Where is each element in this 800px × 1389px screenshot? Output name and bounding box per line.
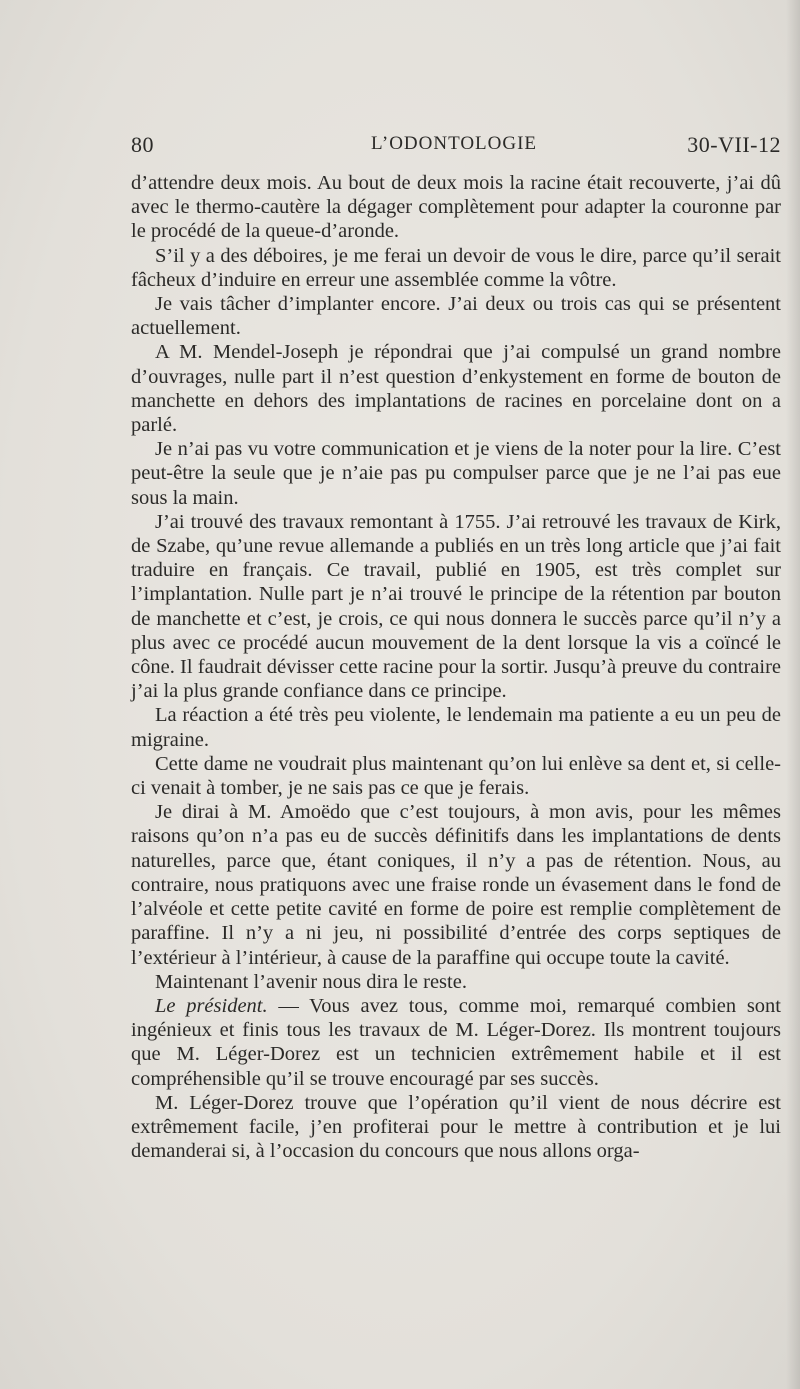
president-remarks: — Vous avez tous, comme moi, remarqué combien sont ingénieux et finis tous les travaux de M. Léger-Dorez. Ils montrent toujours que M. Léger-Dorez est un technicien extrêmement habile et il est compréhensible qu’il se trouve encouragé par ses succès. xyxy=(131,994,781,1090)
paragraph: Je vais tâcher d’implanter encore. J’ai deux ou trois cas qui se présentent actuellement. xyxy=(131,293,781,340)
paragraph: d’attendre deux mois. Au bout de deux mois la racine était recouverte, j’ai dû avec le thermo-cautère la dégager complètement pour adapter la couronne par le procédé de la queue-d’aronde. xyxy=(131,172,781,243)
president-paragraph xyxy=(131,994,781,1091)
paragraph: A M. Mendel-Joseph je répondrai que j’ai compulsé un grand nombre d’ouvrages, nulle part il n’est question d’enkystement en forme de bouton de manchette en dehors des implantations de racines en porcelaine dont on a parlé. xyxy=(131,341,781,437)
page-number: 80 xyxy=(131,132,154,157)
paragraph: Cette dame ne voudrait plus maintenant qu’on lui enlève sa dent et, si celle-ci venait à tomber, je ne sais pas ce que je ferais. xyxy=(131,752,781,800)
issue-date: 30-VII-12 xyxy=(687,132,781,157)
running-header xyxy=(131,132,781,162)
body-text xyxy=(131,171,781,1163)
paragraph: J’ai trouvé des travaux remontant à 1755. J’ai retrouvé les travaux de Kirk, de Szabe, qu’une revue allemande a publiés en un très long article que j’ai fait traduire en français. Ce travail, publié en 1905, est très complet sur l’implantation. Nulle part je n’ai trouvé le principe de la rétention par bouton de manchette et c’est, je crois, ce qui nous donnera le succès parce qu’il n’y a plus avec ce procédé aucun mouvement de la dent lorsque la vis a coïncé le cône. Il faudrait dévisser cette racine pour la sortir. Jusqu’à preuve du contraire j’ai la plus grande confiance dans ce principe. xyxy=(131,510,781,703)
paragraph: S’il y a des déboires, je me ferai un devoir de vous le dire, parce qu’il serait fâcheux d’induire en erreur une assemblée comme la vôtre. xyxy=(131,244,781,291)
speaker-label: Le président. xyxy=(155,994,268,1017)
paragraph: M. Léger-Dorez trouve que l’opération qu’il vient de nous décrire est extrêmement facile, j’en profiterai pour le mettre à contribution et je lui demanderai si, à l’occasion du concours que nous allons orga- xyxy=(131,1091,781,1163)
paragraph: Je n’ai pas vu votre communication et je viens de la noter pour la lire. C’est peut-être la seule que je n’aie pas pu compulser parce que je ne l’ai pas eue sous la main. xyxy=(131,438,781,509)
paragraph: Maintenant l’avenir nous dira le reste. xyxy=(155,970,467,993)
journal-title: L’ODONTOLOGIE xyxy=(371,133,538,154)
paragraph: La réaction a été très peu violente, le lendemain ma patiente a eu un peu de migraine. xyxy=(131,704,781,751)
paragraph: Je dirai à M. Amoëdo que c’est toujours, à mon avis, pour les mêmes raisons qu’on n’a pas eu de succès définitifs dans les implantations de dents naturelles, parce que, étant coniques, il n’y a pas de rétention. Nous, au contraire, nous pratiquons avec une fraise ronde un évasement dans le fond de l’alvéole et cette petite cavité en forme de poire est remplie complètement de paraffine. Il n’y a ni jeu, ni possibilité d’entrée des corps septiques de l’extérieur à l’intérieur, à cause de la paraffine qui occupe toute la cavité. xyxy=(131,801,781,969)
page-edge-shadow xyxy=(786,0,800,1389)
